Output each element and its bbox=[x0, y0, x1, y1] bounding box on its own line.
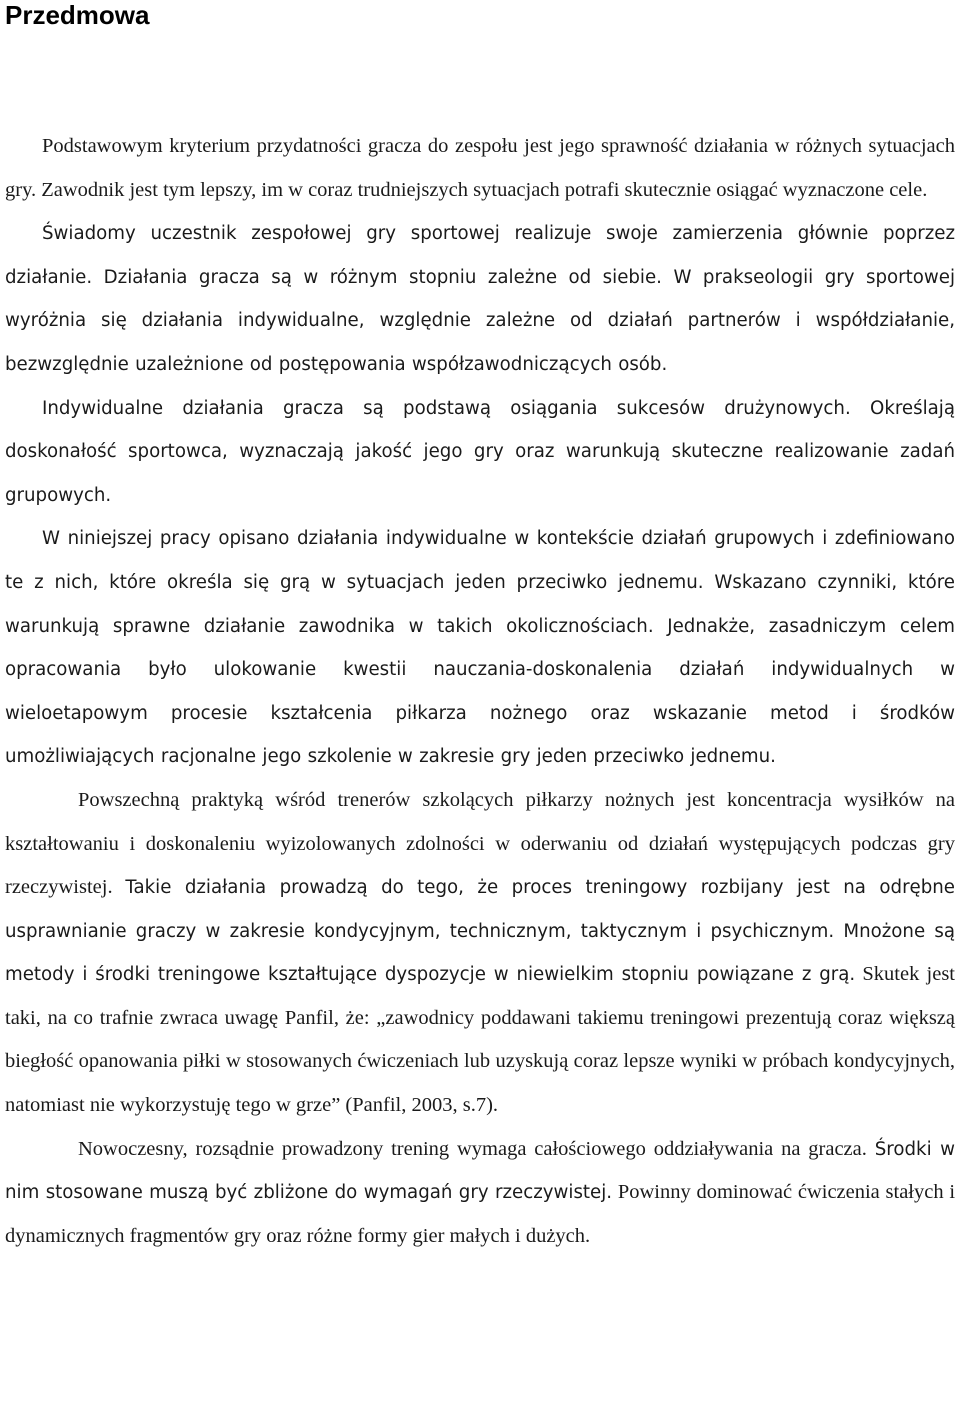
paragraph-5 bbox=[5, 779, 955, 1128]
paragraph-1: Podstawowym kryterium przydatności gracza do zespołu jest jego sprawność działania w różnych sytuacjach gry. Zawodnik jest tym lepszy, im w coraz trudniejszych sytuacjach potrafi skutecznie osiągać wyznaczone cele. bbox=[5, 135, 955, 201]
paragraph-5-part-1: Powszechną praktyką wśród trenerów szkolących piłkarzy nożnych jest koncentracja wysiłków na kształtowaniu i doskonaleniu wyizolowanych zdolności w oderwaniu od działań występujących podczas gry rzeczywistej. bbox=[5, 788, 955, 899]
paragraph-6 bbox=[5, 1128, 955, 1259]
page-title: Przedmowa bbox=[5, 0, 150, 30]
paragraph-5-part-3: Skutek jest taki, na co trafnie zwraca uwagę Panfil, że: „zawodnicy poddawani takiemu treningowi prezentują coraz większą biegłość opanowania piłki w stosowanych ćwiczeniach lub uzyskują coraz lepsze wyniki w próbach kondycyjnych, natomiast nie wykorzystuję tego w grze” (Panfil, 2003, s.7). bbox=[5, 963, 956, 1117]
paragraph-2: Świadomy uczestnik zespołowej gry sportowej realizuje swoje zamierzenia głównie poprzez działanie. Działania gracza są w różnym stopniu zależne od siebie. W prakseologii gry sportowej wyróżnia się działania indywidualne, względnie zależne od działań partnerów i współdziałanie, bezwzględnie uzależnione od postępowania współzawodniczących osób. bbox=[5, 223, 955, 375]
paragraph-5-part-2: Takie działania prowadzą do tego, że proces treningowy rozbijany jest na odrębne usprawnianie graczy w zakresie kondycyjnym, technicznym, taktycznym i psychicznym. Mnożone są metody i środki treningowe kształtujące dyspozycje w niewielkim stopniu powiązane z grą. bbox=[5, 877, 955, 986]
paragraph-4: W niniejszej pracy opisano działania indywidualne w kontekście działań grupowych i zdefiniowano te z nich, które określa się grą w sytuacjach jeden przeciwko jednemu. Wskazano czynniki, które warunkują sprawne działanie zawodnika w takich okolicznościach. Jednakże, zasadniczym celem opracowania było ulokowanie kwestii nauczania-doskonalenia działań indywidualnych w wieloetapowym procesie kształcenia piłkarza nożnego oraz wskazanie metod i środków umożliwiających racjonalne jego szkolenie w zakresie gry jeden przeciwko jednemu. bbox=[5, 528, 955, 768]
paragraph-6-part-2: Środki w nim stosowane muszą być zbliżone do wymagań gry rzeczywistej. bbox=[5, 1138, 956, 1204]
paragraph-6-part-3: Powinny dominować ćwiczenia stałych i dynamicznych fragmentów gry oraz różne formy gier małych i dużych. bbox=[5, 1181, 956, 1247]
paragraph-6-part-1: Nowoczesny, rozsądnie prowadzony trening wymaga całościowego oddziaływania na gracza. bbox=[78, 1137, 867, 1160]
document-body bbox=[5, 125, 955, 1258]
paragraph-3: Indywidualne działania gracza są podstawą osiągania sukcesów drużynowych. Określają doskonałość sportowca, wyznaczają jakość jego gry oraz warunkują skuteczne realizowanie zadań grupowych. bbox=[5, 397, 955, 506]
document-page bbox=[5, 0, 955, 1258]
